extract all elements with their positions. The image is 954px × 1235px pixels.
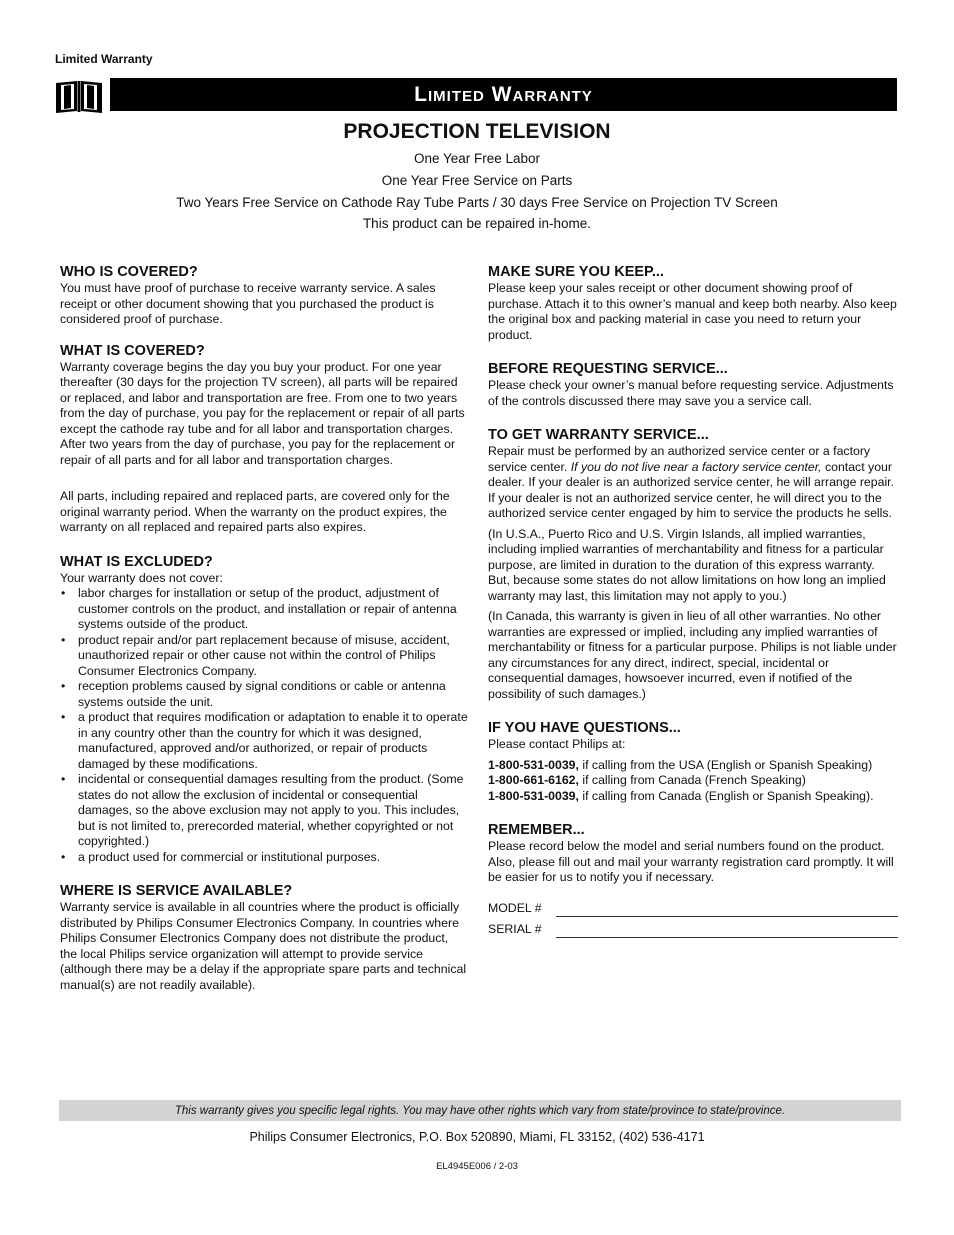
legal-rights-bar [59, 1100, 901, 1121]
coverage-line: Two Years Free Service on Cathode Ray Tube Parts / 30 days Free Service on Projection TV Screen [176, 195, 778, 210]
excluded-item: • a product that requires modification or adaptation to enable it to operate in any country other than the country for which it was designed, manufactured, approved and/or authorized, or repair of products damaged by these modifications. [60, 710, 468, 772]
open-book-icon [55, 79, 103, 113]
before-service-heading: BEFORE REQUESTING SERVICE... [488, 361, 728, 377]
phone-row: 1-800-531-0039, if calling from Canada (English or Spanish Speaking). [488, 788, 874, 803]
what-covered-heading: WHAT IS COVERED? [60, 342, 205, 359]
questions-heading: IF YOU HAVE QUESTIONS... [488, 720, 681, 736]
excluded-item: • reception problems caused by signal conditions or cable or antenna systems outside the unit. [60, 679, 468, 710]
right-column [488, 263, 898, 938]
before-service-text: Please check your owner’s manual before requesting service. Adjustments of the controls discussed there may save you a service call. [488, 378, 894, 408]
get-service-heading: TO GET WARRANTY SERVICE... [488, 427, 709, 443]
serial-entry-line[interactable] [556, 924, 898, 938]
phone-row: 1-800-661-6162, if calling from Canada (French Speaking) [488, 773, 806, 787]
coverage-line: This product can be repaired in-home. [362, 216, 592, 231]
left-column [60, 263, 468, 993]
what-excluded-intro: Your warranty does not cover: [60, 570, 223, 585]
what-covered-text: Warranty coverage begins the day you buy your product. For one year thereafter (30 days for the projection TV screen), all parts will be repaired or replaced, and labor and transportation are free. From one to two years from the day of purchase, you pay for the replacement or repair of all parts except the cathode ray tube and for all labor and transportation charges. After two years from the day of purchase, you pay for the replacement or repair of all parts and for all labor and transportation charges. [60, 359, 465, 467]
phone-number[interactable]: 1-800-531-0039, [488, 757, 579, 772]
section-title: Limited Warranty [414, 82, 593, 106]
product-title: PROJECTION TELEVISION [343, 120, 611, 143]
coverage-line: One Year Free Service on Parts [381, 173, 573, 188]
phone-row: 1-800-531-0039, if calling from the USA (English or Spanish Speaking) [488, 757, 873, 772]
title-bar [110, 78, 897, 111]
excluded-item: • incidental or consequential damages resulting from the product. (Some states do not allow the exclusion of incidental or consequential damages, so the above exclusion may not apply to you. This includes, but is not limited to, prerecorded material, whether copyrighted or not copyrighted.) [60, 772, 468, 850]
excluded-item: • a product used for commercial or institutional purposes. [60, 850, 468, 866]
legal-rights-text: This warranty gives you specific legal rights. You may have other rights which vary from state/province to state/province. [174, 1104, 786, 1117]
page-header-label: Limited Warranty [55, 52, 153, 66]
service-available-heading: WHERE IS SERVICE AVAILABLE? [60, 883, 293, 899]
what-excluded-heading: WHAT IS EXCLUDED? [60, 553, 213, 570]
remember-text: Please record below the model and serial numbers found on the product. Also, please fill out and mail your warranty registration card promptly. It will be easier for us to notify you if necessary. [488, 839, 894, 884]
document-code: EL4945E006 / 2-03 [436, 1161, 518, 1172]
serial-label: SERIAL # [488, 922, 542, 936]
service-available-text: Warranty service is available in all countries where the product is officially distributed by Philips Consumer Electronics Company. In countries where Philips Consumer Electronics Company does not distribute the product, the local Philips service organization will attempt to provide service (although there may be a delay if the appropriate spare parts and technical manual(s) are not readily available). [60, 900, 467, 992]
model-label: MODEL # [488, 901, 542, 915]
coverage-line: One Year Free Labor [413, 151, 541, 166]
excluded-item: • labor charges for installation or setup of the product, adjustment of customer controls on the product, and installation or repair of antenna systems outside of the product. [60, 586, 468, 633]
phone-number[interactable]: 1-800-531-0039, [488, 788, 579, 803]
who-covered-text: You must have proof of purchase to receive warranty service. A sales receipt or other document showing that you purchased the product is considered proof of purchase. [60, 281, 436, 326]
what-covered-text-2: All parts, including repaired and replaced parts, are covered only for the original warranty period. When the warranty on the product expires, the warranty on all replaced and repaired parts also expires. [60, 489, 450, 534]
us-implied-warranty-text: (In U.S.A., Puerto Rico and U.S. Virgin Islands, all implied warranties, including implied warranties of merchantability and fitness for a particular purpose, are limited in duration to the duration of this express warranty. But, because some states do not allow limitations on how long an implied warranty may last, this limitation may not apply to you.) [488, 526, 886, 603]
excluded-item: • product repair and/or part replacement because of misuse, accident, unauthorized repair or other cause not within the control of Philips Consumer Electronics Company. [60, 633, 468, 680]
keep-heading: MAKE SURE YOU KEEP... [488, 264, 664, 280]
keep-text: Please keep your sales receipt or other document showing proof of purchase. Attach it to this owner’s manual and keep both nearby. Also keep the original box and packing material in case you need to return your product. [488, 281, 897, 342]
model-entry-line[interactable] [556, 903, 898, 917]
phone-number[interactable]: 1-800-661-6162, [488, 773, 579, 787]
who-covered-heading: WHO IS COVERED? [60, 264, 198, 280]
serial-number-field[interactable] [488, 917, 898, 938]
company-address: Philips Consumer Electronics, P.O. Box 520890, Miami, FL 33152, (402) 536-4171 [249, 1130, 705, 1144]
get-service-text: Repair must be performed by an authorized service center or a factory service center. If you do not live near a factory service center, contact your dealer. If your dealer is an authorized service center, he will arrange repair. If your dealer is not an authorized service center, he will direct you to the authorized service center engaged by him to service the products he sells. [488, 444, 895, 520]
excluded-list [60, 586, 468, 865]
model-number-field[interactable] [488, 896, 898, 917]
canada-warranty-text: (In Canada, this warranty is given in lieu of all other warranties. No other warranties are expressed or implied, including any implied warranties of merchantability or fitness for a particular purpose. Philips is not liable under any circumstances for any direct, indirect, special, incidental or consequential damages, howsoever incurred, even if notified of the possibility of such damages.) [488, 609, 897, 701]
remember-heading: REMEMBER... [488, 822, 585, 838]
questions-intro: Please contact Philips at: [488, 737, 626, 751]
